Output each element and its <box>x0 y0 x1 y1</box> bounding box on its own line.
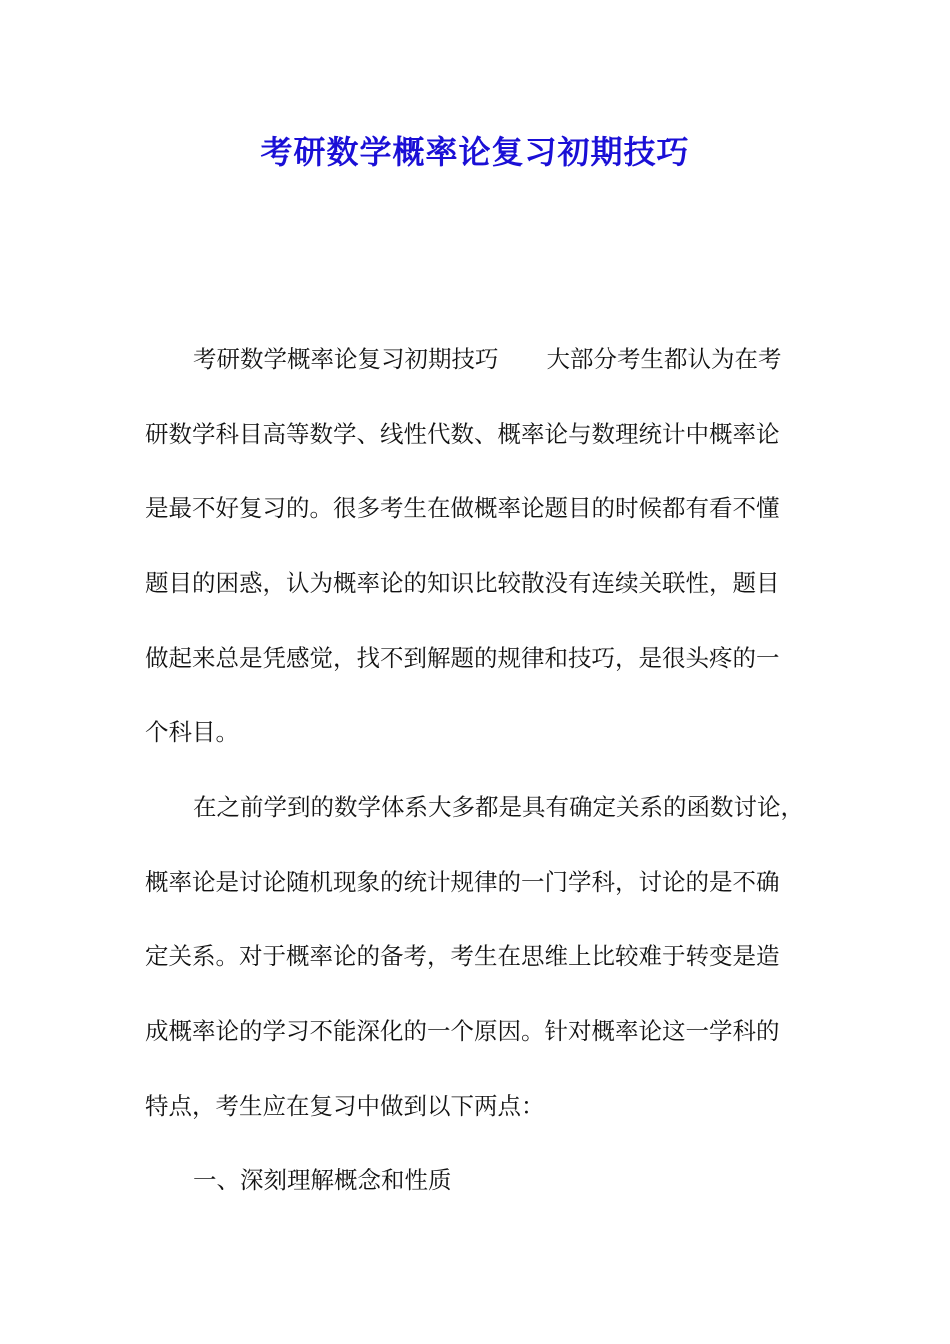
paragraph-2-line-2: 概率论是讨论随机现象的统计规律的一门学科，讨论的是不确 <box>145 868 780 896</box>
document-title: 考研数学概率论复习初期技巧 <box>260 133 690 171</box>
paragraph-2-line-1: 在之前学到的数学体系大多都是具有确定关系的函数讨论， <box>193 793 804 821</box>
paragraph-1-line-1-heading: 考研数学概率论复习初期技巧 <box>193 345 499 373</box>
paragraph-1-line-6: 个科目。 <box>145 718 239 746</box>
paragraph-1-line-5: 做起来总是凭感觉，找不到解题的规律和技巧，是很头疼的一 <box>145 644 780 672</box>
paragraph-2-line-5: 特点，考生应在复习中做到以下两点： <box>145 1092 545 1120</box>
section-heading: 一、深刻理解概念和性质 <box>193 1166 452 1194</box>
paragraph-1-line-4: 题目的困惑，认为概率论的知识比较散没有连续关联性，题目 <box>145 569 780 597</box>
paragraph-1-line-1 <box>193 341 825 377</box>
paragraph-1-line-1-text: 大部分考生都认为在考 <box>546 345 782 373</box>
paragraph-1-line-2: 研数学科目高等数学、线性代数、概率论与数理统计中概率论 <box>145 420 780 448</box>
paragraph-1-line-3: 是最不好复习的。很多考生在做概率论题目的时候都有看不懂 <box>145 494 780 522</box>
paragraph-2-line-4: 成概率论的学习不能深化的一个原因。针对概率论这一学科的 <box>145 1017 780 1045</box>
paragraph-2-line-3: 定关系。对于概率论的备考，考生在思维上比较难于转变是造 <box>145 942 780 970</box>
